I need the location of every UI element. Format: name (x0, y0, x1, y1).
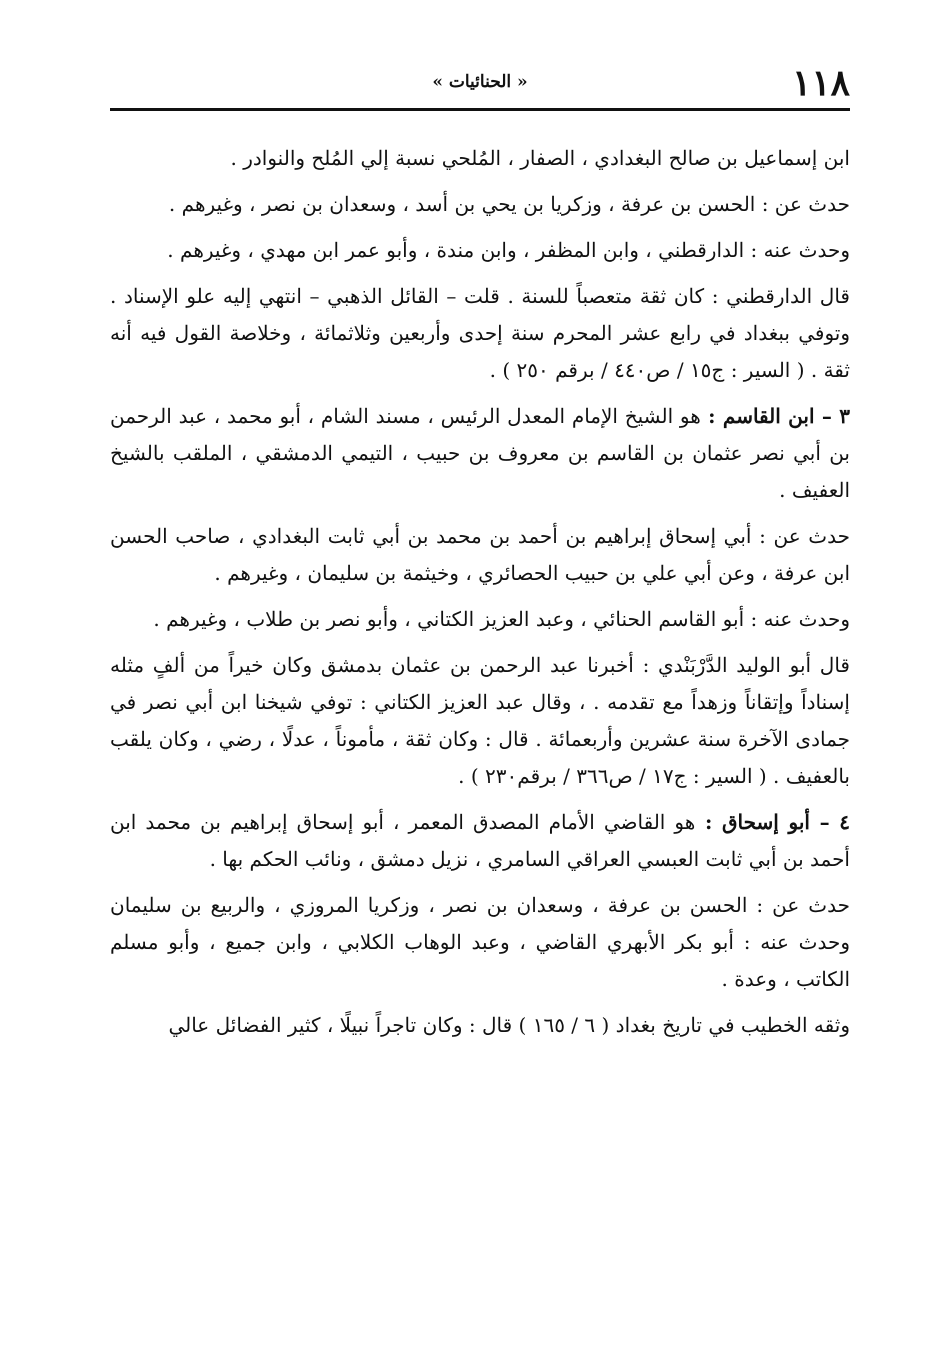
page-header (110, 62, 850, 108)
paragraph: ابن إسماعيل بن صالح البغدادي ، الصفار ، المُلحي نسبة إلي المُلح والنوادر . (230, 146, 850, 170)
entry-3-heading-paragraph: ٣ – ابن القاسم : هو الشيخ الإمام المعدل الرئيس ، مسند الشام ، أبو محمد ، عبد الرحمن بن أبي نصر عثمان بن القاسم بن معروف بن حبيب ، التيمي الدمشقي ، الملقب بالشيخ العفيف . (110, 404, 850, 502)
header-rule (110, 108, 850, 111)
paragraph: قال الدارقطني : كان ثقة متعصباً للسنة . قلت – القائل الذهبي – انتهي إليه علو الإسناد . وتوفي ببغداد في رابع عشر المحرم سنة إحدى وأربعين وثلاثمائة ، وخلاصة القول فيه أنه ثقة . ( السير : ج١٥ / ص٤٤٠ / برقم ٢٥٠ ) . (110, 284, 850, 382)
entry-heading: ٣ – ابن القاسم : (708, 404, 850, 428)
entry-heading: ٤ – أبو إسحاق : (704, 810, 850, 834)
paragraph: حدث عن : الحسن بن عرفة ، وزكريا بن يحي بن أسد ، وسعدان بن نصر ، وغيرهم . (168, 192, 850, 216)
body-text (110, 140, 850, 1053)
paragraph: وحدث عنه : الدارقطني ، وابن المظفر ، وابن مندة ، وأبو عمر ابن مهدي ، وغيرهم . (167, 238, 850, 262)
running-title: « الحنائيات » (432, 72, 528, 92)
entry-4-heading-paragraph: ٤ – أبو إسحاق : هو القاضي الأمام المصدق المعمر ، أبو إسحاق إبراهيم بن محمد ابن أحمد بن أبي ثابت العبسي العراقي السامري ، نزيل دمشق ، ونائب الحكم بها . (110, 810, 850, 871)
page-number: ١١٨ (791, 62, 850, 104)
paragraph: وثقه الخطيب في تاريخ بغداد ( ٦ / ١٦٥ ) قال : وكان تاجراً نبيلًا ، كثير الفضائل عالي (168, 1013, 850, 1037)
paragraph: وحدث عنه : أبو القاسم الحنائي ، وعبد العزيز الكتاني ، وأبو نصر بن طلاب ، وغيرهم . (153, 607, 850, 631)
paragraph: حدث عن : أبي إسحاق إبراهيم بن أحمد بن محمد بن أبي ثابت البغدادي ، صاحب الحسن ابن عرفة ، وعن أبي علي بن حبيب الحصائري ، وخيثمة بن سليمان ، وغيرهم . (110, 524, 850, 585)
paragraph: قال أبو الوليد الدَّرْبَنْدي : أخبرنا عبد الرحمن بن عثمان بدمشق وكان خيراً من ألفٍ مثله إسناداً وإتقاناً وزهداً مع تقدمه . ، وقال عبد العزيز الكتاني : توفي شيخنا ابن أبي نصر في جمادى الآخرة سنة عشرين وأربعمائة . قال : وكان ثقة ، مأموناً ، عدلًا ، رضي ، وكان يلقب بالعفيف . ( السير : ج١٧ / ص٣٦٦ / برقم٢٣٠ ) . (110, 653, 850, 788)
paragraph: حدث عن : الحسن بن عرفة ، وسعدان بن نصر ، وزكريا المروزي ، والربيع بن سليمان وحدث عنه : أبو بكر الأبهري القاضي ، وعبد الوهاب الكلابي ، وابن جميع ، وأبو مسلم الكاتب ، وعدة . (110, 893, 850, 991)
